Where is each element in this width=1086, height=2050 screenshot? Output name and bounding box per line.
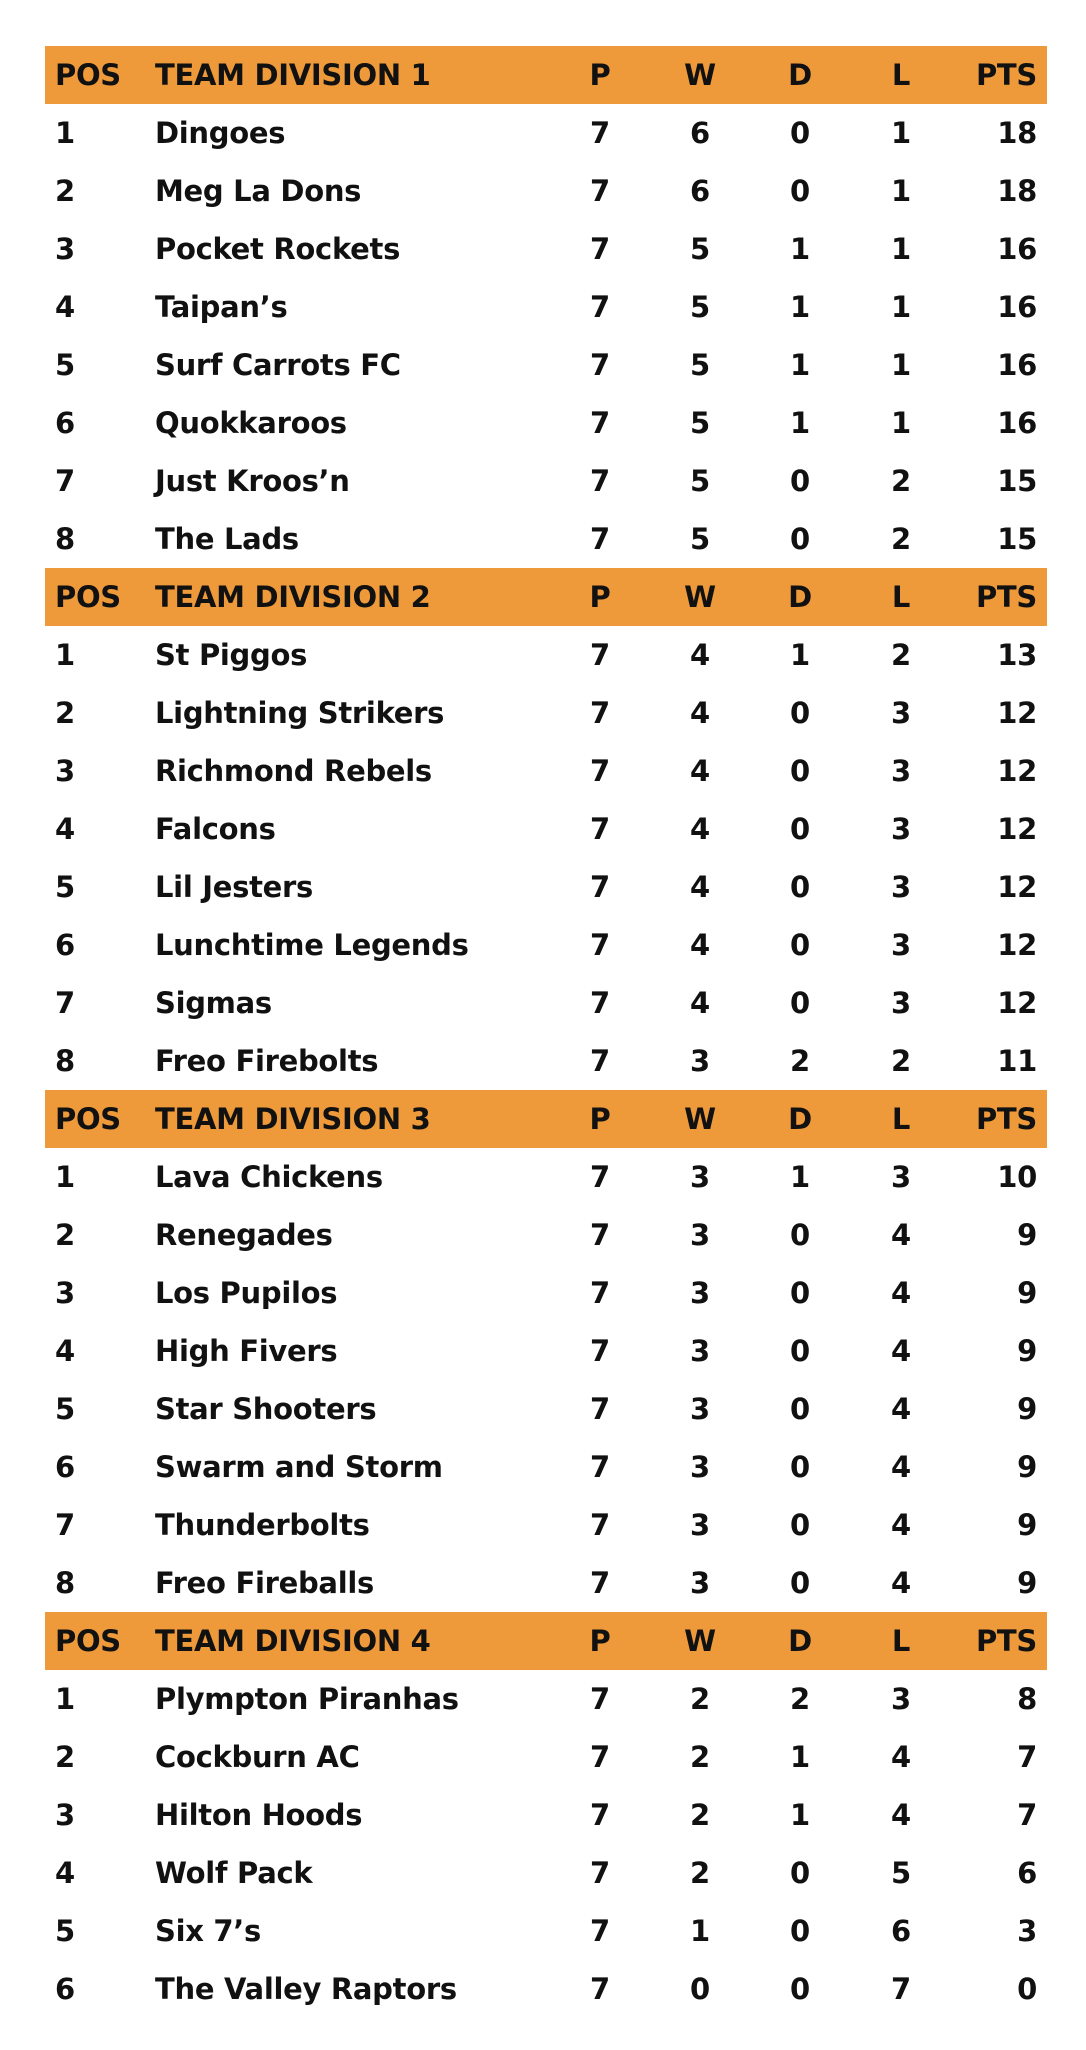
cell-wins: 4 bbox=[690, 696, 710, 730]
cell-wins: 0 bbox=[690, 1972, 710, 2006]
cell-team-name: Swarm and Storm bbox=[155, 1450, 443, 1484]
cell-losses: 3 bbox=[891, 870, 911, 904]
cell-wins: 5 bbox=[690, 406, 710, 440]
cell-team-name: Pocket Rockets bbox=[155, 232, 401, 266]
cell-draws: 0 bbox=[790, 986, 810, 1020]
cell-draws: 0 bbox=[790, 696, 810, 730]
cell-draws: 0 bbox=[790, 870, 810, 904]
cell-losses: 3 bbox=[891, 754, 911, 788]
cell-position: 2 bbox=[55, 696, 75, 730]
cell-draws: 0 bbox=[790, 1972, 810, 2006]
cell-played: 7 bbox=[590, 1218, 610, 1252]
cell-position: 4 bbox=[55, 1856, 75, 1890]
cell-losses: 3 bbox=[891, 1160, 911, 1194]
header-draws: D bbox=[788, 580, 812, 614]
cell-points: 12 bbox=[997, 754, 1037, 788]
header-team-name: TEAM DIVISION 3 bbox=[155, 1102, 431, 1136]
cell-draws: 0 bbox=[790, 754, 810, 788]
cell-losses: 2 bbox=[891, 1044, 911, 1078]
cell-position: 3 bbox=[55, 1276, 75, 1310]
cell-wins: 1 bbox=[690, 1914, 710, 1948]
header-points: PTS bbox=[975, 58, 1037, 92]
cell-points: 3 bbox=[1017, 1914, 1037, 1948]
cell-wins: 5 bbox=[690, 290, 710, 324]
cell-draws: 0 bbox=[790, 812, 810, 846]
cell-points: 15 bbox=[997, 522, 1037, 556]
cell-played: 7 bbox=[590, 1392, 610, 1426]
cell-played: 7 bbox=[590, 522, 610, 556]
cell-played: 7 bbox=[590, 1566, 610, 1600]
cell-wins: 4 bbox=[690, 870, 710, 904]
header-position: POS bbox=[55, 1624, 121, 1658]
header-team-name: TEAM DIVISION 1 bbox=[155, 58, 431, 92]
cell-draws: 0 bbox=[790, 1508, 810, 1542]
table-row bbox=[45, 1438, 1047, 1496]
cell-played: 7 bbox=[590, 1682, 610, 1716]
cell-points: 12 bbox=[997, 928, 1037, 962]
cell-position: 4 bbox=[55, 1334, 75, 1368]
cell-position: 5 bbox=[55, 1392, 75, 1426]
cell-points: 15 bbox=[997, 464, 1037, 498]
division-header-row bbox=[45, 1090, 1047, 1148]
cell-position: 1 bbox=[55, 1682, 75, 1716]
cell-position: 5 bbox=[55, 348, 75, 382]
cell-team-name: Lava Chickens bbox=[155, 1160, 383, 1194]
table-row bbox=[45, 162, 1047, 220]
cell-points: 12 bbox=[997, 812, 1037, 846]
division-header-row bbox=[45, 1612, 1047, 1670]
cell-position: 3 bbox=[55, 754, 75, 788]
table-row bbox=[45, 1844, 1047, 1902]
cell-draws: 1 bbox=[790, 638, 810, 672]
cell-points: 9 bbox=[1017, 1566, 1037, 1600]
header-losses: L bbox=[891, 1102, 911, 1136]
header-draws: D bbox=[788, 1102, 812, 1136]
cell-wins: 5 bbox=[690, 464, 710, 498]
cell-position: 1 bbox=[55, 1160, 75, 1194]
cell-team-name: High Fivers bbox=[155, 1334, 338, 1368]
cell-draws: 0 bbox=[790, 522, 810, 556]
table-row bbox=[45, 1380, 1047, 1438]
cell-played: 7 bbox=[590, 464, 610, 498]
cell-position: 6 bbox=[55, 1972, 75, 2006]
cell-losses: 1 bbox=[891, 174, 911, 208]
cell-wins: 5 bbox=[690, 348, 710, 382]
cell-points: 12 bbox=[997, 870, 1037, 904]
header-played: P bbox=[589, 58, 611, 92]
cell-draws: 0 bbox=[790, 174, 810, 208]
cell-wins: 3 bbox=[690, 1160, 710, 1194]
cell-played: 7 bbox=[590, 1972, 610, 2006]
cell-position: 8 bbox=[55, 522, 75, 556]
cell-points: 16 bbox=[997, 348, 1037, 382]
cell-draws: 0 bbox=[790, 1218, 810, 1252]
header-points: PTS bbox=[975, 580, 1037, 614]
header-team-name: TEAM DIVISION 2 bbox=[155, 580, 431, 614]
header-points: PTS bbox=[975, 1624, 1037, 1658]
cell-losses: 4 bbox=[891, 1218, 911, 1252]
cell-points: 7 bbox=[1017, 1740, 1037, 1774]
cell-losses: 2 bbox=[891, 522, 911, 556]
table-row bbox=[45, 1786, 1047, 1844]
cell-wins: 2 bbox=[690, 1682, 710, 1716]
header-team-name: TEAM DIVISION 4 bbox=[155, 1624, 431, 1658]
cell-team-name: Los Pupilos bbox=[155, 1276, 338, 1310]
table-row bbox=[45, 394, 1047, 452]
table-row bbox=[45, 1728, 1047, 1786]
cell-wins: 2 bbox=[690, 1740, 710, 1774]
cell-team-name: Falcons bbox=[155, 812, 276, 846]
division-header-row bbox=[45, 46, 1047, 104]
cell-played: 7 bbox=[590, 1276, 610, 1310]
table-row bbox=[45, 278, 1047, 336]
cell-team-name: Renegades bbox=[155, 1218, 333, 1252]
cell-wins: 4 bbox=[690, 812, 710, 846]
cell-team-name: Cockburn AC bbox=[155, 1740, 360, 1774]
table-row bbox=[45, 858, 1047, 916]
cell-points: 11 bbox=[997, 1044, 1037, 1078]
header-points: PTS bbox=[975, 1102, 1037, 1136]
cell-losses: 1 bbox=[891, 116, 911, 150]
header-played: P bbox=[589, 1102, 611, 1136]
cell-team-name: Surf Carrots FC bbox=[155, 348, 401, 382]
division-header-row bbox=[45, 568, 1047, 626]
cell-position: 2 bbox=[55, 1740, 75, 1774]
table-row bbox=[45, 220, 1047, 278]
table-row bbox=[45, 104, 1047, 162]
cell-losses: 1 bbox=[891, 348, 911, 382]
cell-wins: 4 bbox=[690, 754, 710, 788]
table-row bbox=[45, 336, 1047, 394]
header-position: POS bbox=[55, 58, 121, 92]
cell-losses: 2 bbox=[891, 464, 911, 498]
table-row bbox=[45, 1032, 1047, 1090]
cell-position: 3 bbox=[55, 232, 75, 266]
header-played: P bbox=[589, 580, 611, 614]
cell-wins: 3 bbox=[690, 1276, 710, 1310]
cell-draws: 0 bbox=[790, 1450, 810, 1484]
cell-losses: 4 bbox=[891, 1508, 911, 1542]
cell-draws: 2 bbox=[790, 1682, 810, 1716]
cell-wins: 6 bbox=[690, 174, 710, 208]
cell-position: 7 bbox=[55, 1508, 75, 1542]
cell-draws: 0 bbox=[790, 1914, 810, 1948]
header-draws: D bbox=[788, 1624, 812, 1658]
cell-played: 7 bbox=[590, 348, 610, 382]
header-losses: L bbox=[891, 1624, 911, 1658]
cell-points: 9 bbox=[1017, 1450, 1037, 1484]
cell-team-name: Meg La Dons bbox=[155, 174, 362, 208]
header-wins: W bbox=[684, 58, 716, 92]
cell-wins: 4 bbox=[690, 928, 710, 962]
cell-wins: 3 bbox=[690, 1218, 710, 1252]
cell-losses: 4 bbox=[891, 1392, 911, 1426]
cell-losses: 1 bbox=[891, 290, 911, 324]
cell-position: 5 bbox=[55, 1914, 75, 1948]
cell-losses: 1 bbox=[891, 406, 911, 440]
table-row bbox=[45, 1554, 1047, 1612]
cell-played: 7 bbox=[590, 812, 610, 846]
table-row bbox=[45, 1322, 1047, 1380]
cell-played: 7 bbox=[590, 870, 610, 904]
cell-wins: 3 bbox=[690, 1450, 710, 1484]
cell-team-name: Lightning Strikers bbox=[155, 696, 445, 730]
cell-position: 2 bbox=[55, 174, 75, 208]
cell-team-name: St Piggos bbox=[155, 638, 308, 672]
cell-team-name: The Valley Raptors bbox=[155, 1972, 457, 2006]
table-row bbox=[45, 1206, 1047, 1264]
cell-losses: 2 bbox=[891, 638, 911, 672]
cell-losses: 1 bbox=[891, 232, 911, 266]
cell-draws: 0 bbox=[790, 116, 810, 150]
cell-played: 7 bbox=[590, 1160, 610, 1194]
cell-played: 7 bbox=[590, 986, 610, 1020]
cell-played: 7 bbox=[590, 928, 610, 962]
cell-team-name: Thunderbolts bbox=[155, 1508, 370, 1542]
cell-team-name: Sigmas bbox=[155, 986, 272, 1020]
cell-losses: 7 bbox=[891, 1972, 911, 2006]
table-row bbox=[45, 510, 1047, 568]
cell-wins: 4 bbox=[690, 986, 710, 1020]
cell-position: 4 bbox=[55, 290, 75, 324]
table-row bbox=[45, 916, 1047, 974]
cell-position: 6 bbox=[55, 1450, 75, 1484]
cell-team-name: Plympton Piranhas bbox=[155, 1682, 459, 1716]
cell-position: 2 bbox=[55, 1218, 75, 1252]
header-losses: L bbox=[891, 580, 911, 614]
cell-team-name: Freo Fireballs bbox=[155, 1566, 374, 1600]
table-row bbox=[45, 1670, 1047, 1728]
cell-points: 18 bbox=[997, 116, 1037, 150]
cell-team-name: The Lads bbox=[155, 522, 299, 556]
cell-points: 6 bbox=[1017, 1856, 1037, 1890]
cell-team-name: Freo Firebolts bbox=[155, 1044, 379, 1078]
header-position: POS bbox=[55, 580, 121, 614]
cell-position: 7 bbox=[55, 986, 75, 1020]
cell-wins: 3 bbox=[690, 1334, 710, 1368]
cell-points: 16 bbox=[997, 406, 1037, 440]
cell-losses: 6 bbox=[891, 1914, 911, 1948]
cell-points: 13 bbox=[997, 638, 1037, 672]
cell-losses: 4 bbox=[891, 1450, 911, 1484]
cell-position: 5 bbox=[55, 870, 75, 904]
cell-team-name: Star Shooters bbox=[155, 1392, 377, 1426]
cell-played: 7 bbox=[590, 696, 610, 730]
cell-played: 7 bbox=[590, 1740, 610, 1774]
cell-draws: 1 bbox=[790, 406, 810, 440]
table-row bbox=[45, 800, 1047, 858]
table-row bbox=[45, 1902, 1047, 1960]
cell-points: 16 bbox=[997, 290, 1037, 324]
header-wins: W bbox=[684, 1102, 716, 1136]
ladder-table bbox=[45, 46, 1047, 2018]
cell-losses: 3 bbox=[891, 928, 911, 962]
cell-played: 7 bbox=[590, 1044, 610, 1078]
cell-points: 9 bbox=[1017, 1276, 1037, 1310]
cell-team-name: Wolf Pack bbox=[155, 1856, 313, 1890]
cell-losses: 3 bbox=[891, 812, 911, 846]
cell-played: 7 bbox=[590, 1798, 610, 1832]
cell-played: 7 bbox=[590, 290, 610, 324]
cell-draws: 0 bbox=[790, 464, 810, 498]
cell-team-name: Six 7’s bbox=[155, 1914, 261, 1948]
cell-wins: 3 bbox=[690, 1044, 710, 1078]
cell-position: 8 bbox=[55, 1566, 75, 1600]
cell-played: 7 bbox=[590, 1856, 610, 1890]
cell-played: 7 bbox=[590, 232, 610, 266]
table-row bbox=[45, 1148, 1047, 1206]
cell-position: 3 bbox=[55, 1798, 75, 1832]
cell-position: 7 bbox=[55, 464, 75, 498]
cell-position: 4 bbox=[55, 812, 75, 846]
cell-losses: 3 bbox=[891, 1682, 911, 1716]
cell-draws: 1 bbox=[790, 1160, 810, 1194]
cell-points: 9 bbox=[1017, 1392, 1037, 1426]
table-row bbox=[45, 452, 1047, 510]
cell-team-name: Taipan’s bbox=[155, 290, 288, 324]
cell-points: 12 bbox=[997, 986, 1037, 1020]
cell-points: 16 bbox=[997, 232, 1037, 266]
cell-losses: 4 bbox=[891, 1334, 911, 1368]
cell-position: 1 bbox=[55, 638, 75, 672]
cell-position: 1 bbox=[55, 116, 75, 150]
table-row bbox=[45, 1496, 1047, 1554]
cell-position: 8 bbox=[55, 1044, 75, 1078]
cell-points: 18 bbox=[997, 174, 1037, 208]
cell-losses: 3 bbox=[891, 696, 911, 730]
cell-played: 7 bbox=[590, 754, 610, 788]
cell-team-name: Quokkaroos bbox=[155, 406, 347, 440]
cell-draws: 1 bbox=[790, 348, 810, 382]
header-wins: W bbox=[684, 580, 716, 614]
cell-wins: 3 bbox=[690, 1508, 710, 1542]
cell-points: 7 bbox=[1017, 1798, 1037, 1832]
cell-team-name: Hilton Hoods bbox=[155, 1798, 363, 1832]
cell-played: 7 bbox=[590, 406, 610, 440]
table-row bbox=[45, 742, 1047, 800]
cell-draws: 0 bbox=[790, 1392, 810, 1426]
cell-played: 7 bbox=[590, 1508, 610, 1542]
cell-played: 7 bbox=[590, 1914, 610, 1948]
cell-points: 9 bbox=[1017, 1218, 1037, 1252]
cell-played: 7 bbox=[590, 638, 610, 672]
table-row bbox=[45, 684, 1047, 742]
table-row bbox=[45, 626, 1047, 684]
cell-draws: 1 bbox=[790, 232, 810, 266]
cell-position: 6 bbox=[55, 928, 75, 962]
table-row bbox=[45, 1264, 1047, 1322]
cell-played: 7 bbox=[590, 1450, 610, 1484]
header-wins: W bbox=[684, 1624, 716, 1658]
cell-losses: 4 bbox=[891, 1276, 911, 1310]
cell-draws: 0 bbox=[790, 1276, 810, 1310]
cell-team-name: Dingoes bbox=[155, 116, 286, 150]
cell-wins: 4 bbox=[690, 638, 710, 672]
cell-wins: 3 bbox=[690, 1392, 710, 1426]
cell-points: 9 bbox=[1017, 1334, 1037, 1368]
header-position: POS bbox=[55, 1102, 121, 1136]
cell-draws: 1 bbox=[790, 1740, 810, 1774]
cell-wins: 5 bbox=[690, 522, 710, 556]
cell-draws: 0 bbox=[790, 1566, 810, 1600]
cell-points: 8 bbox=[1017, 1682, 1037, 1716]
cell-losses: 5 bbox=[891, 1856, 911, 1890]
cell-draws: 1 bbox=[790, 290, 810, 324]
cell-draws: 0 bbox=[790, 928, 810, 962]
cell-team-name: Lunchtime Legends bbox=[155, 928, 469, 962]
cell-losses: 4 bbox=[891, 1798, 911, 1832]
table-row bbox=[45, 1960, 1047, 2018]
cell-wins: 5 bbox=[690, 232, 710, 266]
cell-wins: 6 bbox=[690, 116, 710, 150]
cell-team-name: Richmond Rebels bbox=[155, 754, 432, 788]
cell-played: 7 bbox=[590, 116, 610, 150]
cell-points: 9 bbox=[1017, 1508, 1037, 1542]
cell-team-name: Just Kroos’n bbox=[155, 464, 350, 498]
cell-points: 12 bbox=[997, 696, 1037, 730]
cell-draws: 1 bbox=[790, 1798, 810, 1832]
cell-team-name: Lil Jesters bbox=[155, 870, 313, 904]
cell-draws: 2 bbox=[790, 1044, 810, 1078]
cell-played: 7 bbox=[590, 174, 610, 208]
header-played: P bbox=[589, 1624, 611, 1658]
table-row bbox=[45, 974, 1047, 1032]
cell-wins: 2 bbox=[690, 1856, 710, 1890]
header-draws: D bbox=[788, 58, 812, 92]
header-losses: L bbox=[891, 58, 911, 92]
cell-points: 10 bbox=[997, 1160, 1037, 1194]
cell-draws: 0 bbox=[790, 1334, 810, 1368]
cell-losses: 3 bbox=[891, 986, 911, 1020]
cell-wins: 3 bbox=[690, 1566, 710, 1600]
cell-draws: 0 bbox=[790, 1856, 810, 1890]
cell-wins: 2 bbox=[690, 1798, 710, 1832]
cell-played: 7 bbox=[590, 1334, 610, 1368]
cell-position: 6 bbox=[55, 406, 75, 440]
cell-losses: 4 bbox=[891, 1740, 911, 1774]
cell-losses: 4 bbox=[891, 1566, 911, 1600]
cell-points: 0 bbox=[1017, 1972, 1037, 2006]
